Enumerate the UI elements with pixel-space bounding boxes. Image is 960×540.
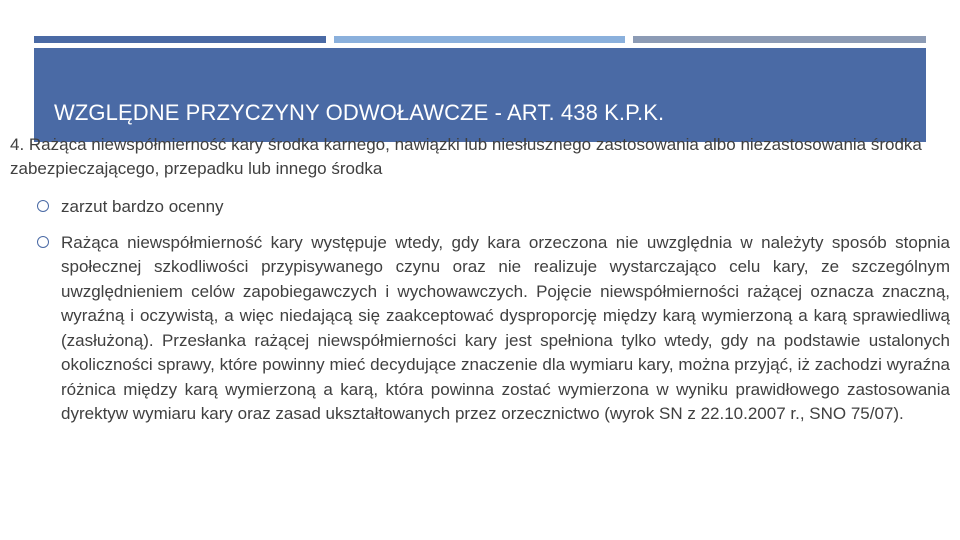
circle-outline-icon: [37, 236, 49, 248]
bullet-list: [34, 195, 950, 427]
circle-outline-icon: [37, 200, 49, 212]
top-accent-bar-1: [34, 36, 326, 43]
bullet-item: [34, 231, 950, 427]
top-accent-bar-3: [633, 36, 926, 43]
intro-paragraph: 4. Rażąca niewspółmierność kary środka karnego, nawiązki lub niesłusznego zastosowania albo niezastosowania środka zabezpieczającego, przepadku lub innego środka: [10, 135, 922, 178]
bullet-text: Rażąca niewspółmierność kary występuje wtedy, gdy kara orzeczona nie uwzględnia w należyty sposób stopnia społecznej szkodliwości przypisywanego czynu oraz nie realizuje wystarczająco celu kary, ze szczególnym uwzględnieniem celów zapobiegawczych i wychowawczych. Pojęcie niewspółmierności rażącej oznacza znaczną, wyraźną i oczywistą, a więc niedającą się zaakceptować dysproporcję między karą wymierzoną a karą sprawiedliwą (zasłużoną). Przesłanka rażącej niewspółmierności kary jest spełniona tylko wtedy, gdy na podstawie ustalonych okoliczności sprawy, które powinny mieć decydujące znaczenie dla wymiaru kary, można przyjąć, iż zachodzi wyraźna różnica między karą wymierzoną a karą, która powinna zostać wymierzona w wyniku prawidłowego zastosowania dyrektyw wymiaru kary oraz zasad ukształtowanych przez orzecznictwo (wyrok SN z 22.10.2007 r., SNO 75/07).: [61, 232, 950, 423]
slide-title: WZGLĘDNE PRZYCZYNY ODWOŁAWCZE - ART. 438 K.P.K.: [54, 100, 665, 125]
top-accent-bar-2: [334, 36, 625, 43]
title-block: [34, 48, 926, 142]
bullet-text: zarzut bardzo ocenny: [61, 197, 224, 216]
bullet-item: [34, 195, 950, 220]
